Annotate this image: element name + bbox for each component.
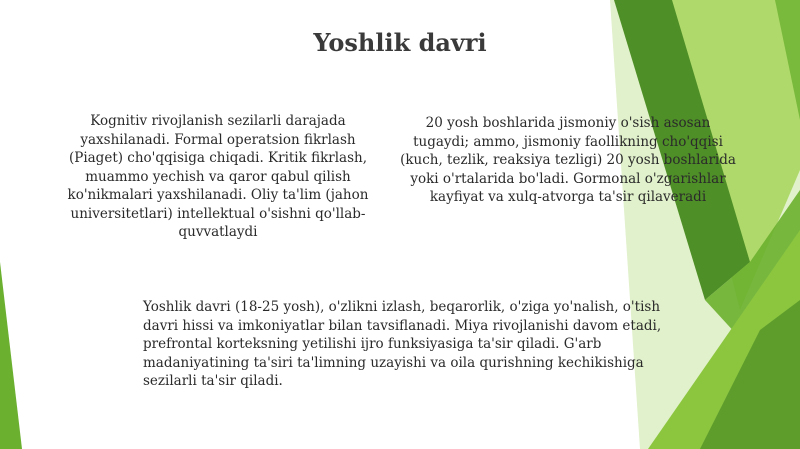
right-text-block: 20 yosh boshlarida jismoniy o'sish asosan tugaydi; ammo, jismoniy faollikning cho'qqisi (kuch, tezlik, reaksiya tezligi) 20 yosh boshlarida yoki o'rtalarida bo'ladi. Gormonal o'zgarishlar kayfiyat va xulq-atvorga ta'sir qilaveradi — [400, 115, 736, 205]
left-edge-wedge — [0, 262, 22, 449]
slide-title: Yoshlik davri — [313, 28, 487, 57]
left-text-block: Kognitiv rivojlanish sezilarli darajada yaxshilanadi. Formal operatsion fikrlash (Piaget) cho'qqisiga chiqadi. Kritik fikrlash, muammo yechish va qaror qabul qilish ko'nikmalari yaxshilanadi. Oliy ta'lim (jahon universitetlari) intellektual o'sishni qo'llab-quvvatlaydi — [67, 113, 369, 240]
bottom-text-block: Yoshlik davri (18-25 yosh), o'zlikni izlash, beqarorlik, o'ziga yo'nalish, o'tish davri hissi va imkoniyatlar bilan tavsiflanadi. Miya rivojlanishi davom etadi, prefrontal korteksning yetilishi ijro funksiyasiga ta'sir qiladi. G'arb madaniyatining ta'siri ta'limning uzayishi va oila qurishning kechikishiga sezilarli ta'sir qiladi. — [143, 299, 662, 389]
